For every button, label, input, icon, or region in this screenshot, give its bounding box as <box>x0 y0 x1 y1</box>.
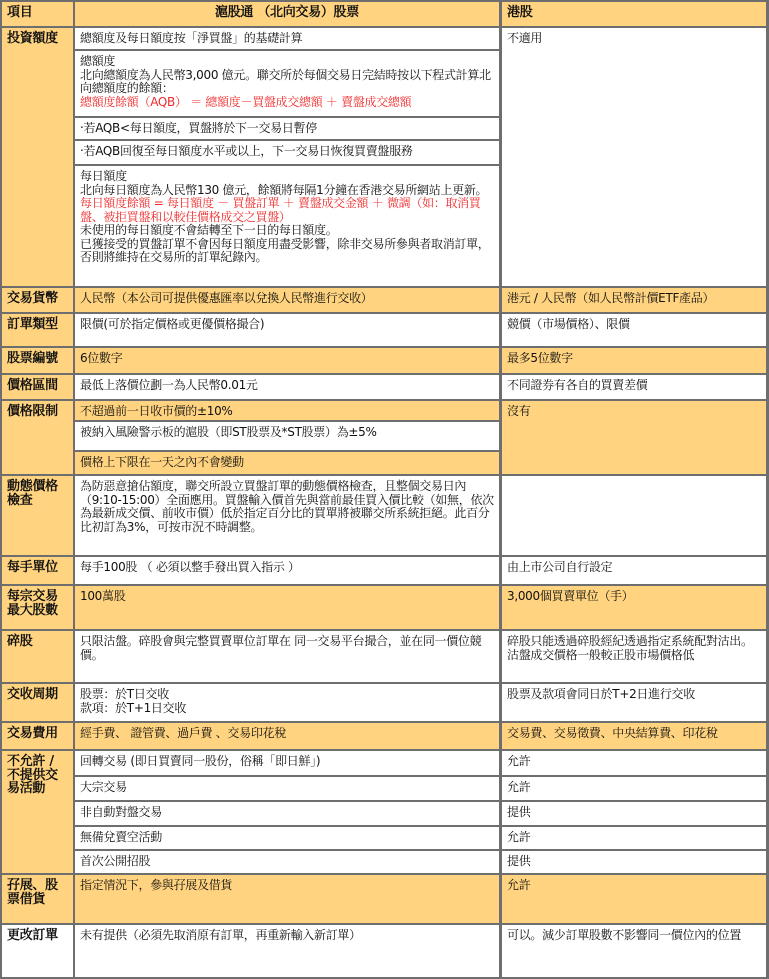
amend-hk: 可以。減少訂單股數不影響同一價位內的位置 <box>502 925 766 977</box>
settlement-hk: 股票及款項會同日於T+2日進行交收 <box>502 684 766 721</box>
quota-suspend: ‧若AQB<每日額度，買盤將於下一交易日暫停 <box>75 118 499 139</box>
odd-lot-nb: 只限沽盤。碎股會與完整買賣單位訂單在 同一交易平台撮合，並在同一價位競價。 <box>75 631 499 682</box>
disallowed-activity: 非自動對盤交易 <box>75 802 499 825</box>
quota-hk: 不適用 <box>502 28 766 286</box>
row-label: 交易貨幣 <box>2 288 73 312</box>
cell-line: 北向總額度為人民幣3,000 億元。聯交所於每個交易日完結時按以下程式計算北向總額度的餘額： <box>80 67 491 95</box>
cell-line: 款項：於T+1日交收 <box>80 700 187 715</box>
dynamic-nb: 為防惡意搶佔額度，聯交所設立買盤訂單的動態價格檢查，且整個交易日內（9:10-15:00）全面應用。買盤輸入價首先與當前最佳買入價比較（如無，依次為最新成交價、前收市價）低於指定百分比的買單將被聯交所系統拒絕。此百分比初訂為3%，可按市況不時調整。 <box>75 476 499 555</box>
cell-line: 總額度 <box>80 54 116 68</box>
cell-line: 每日額度 <box>80 169 127 183</box>
row-label: 不允許 / 不提供交易活動 <box>2 751 73 873</box>
quota-daily <box>75 166 499 286</box>
row-label: 動態價格檢查 <box>2 476 73 555</box>
fees-hk: 交易費、交易徵費、中央結算費、印花稅 <box>502 723 766 749</box>
cell-line: 未使用的每日額度不會結轉至下一日的每日額度。 <box>80 223 338 237</box>
header-hk: 港股 <box>502 2 766 26</box>
currency-nb: 人民幣（本公司可提供優惠匯率以兌換人民幣進行交收） <box>75 288 499 312</box>
disallowed-hk-status: 提供 <box>502 802 766 825</box>
currency-hk: 港元 / 人民幣（如人民幣計價ETF產品） <box>502 288 766 312</box>
tick-hk: 不同證券有各自的買賣差價 <box>502 375 766 399</box>
max-shares-hk: 3,000個買賣單位（手） <box>502 586 766 629</box>
price-limit-hk: 沒有 <box>502 401 766 474</box>
header-northbound: 滬股通 （北向交易）股票 <box>75 2 499 26</box>
quota-basis: 總額度及每日額度按「淨買盤」的基礎計算 <box>75 28 499 49</box>
disallowed-hk-status: 允許 <box>502 751 766 775</box>
stock-code-hk: 最多5位數字 <box>502 348 766 373</box>
fees-nb: 經手費、 證管費、過戶費 、交易印花稅 <box>75 723 499 749</box>
dynamic-hk <box>502 476 766 555</box>
stock-code-nb: 6位數字 <box>75 348 499 373</box>
disallowed-hk-status: 提供 <box>502 851 766 873</box>
lot-nb: 每手100股 （ 必須以整手發出買入指示 ） <box>75 557 499 584</box>
price-limit-nb1: 不超過前一日收市價的±10% <box>75 401 499 420</box>
disallowed-hk-status: 允許 <box>502 777 766 800</box>
quota-resume: ‧若AQB回復至每日額度水平或以上，下一交易日恢復買賣盤服務 <box>75 141 499 164</box>
order-type-nb: 限價(可於指定價格或更優價格撮合) <box>75 314 499 346</box>
row-label: 碎股 <box>2 631 73 682</box>
settlement-nb <box>75 684 499 721</box>
margin-nb: 指定情況下，參與孖展及借貨 <box>75 875 499 923</box>
disallowed-activity: 大宗交易 <box>75 777 499 800</box>
margin-hk: 允許 <box>502 875 766 923</box>
price-limit-nb2: 被納入風險警示板的滬股（即ST股票及*ST股票）為±5% <box>75 422 499 450</box>
quota-aggregate <box>75 51 499 116</box>
row-label: 訂單類型 <box>2 314 73 346</box>
row-label: 投資額度 <box>2 28 73 286</box>
tick-nb: 最低上落價位劃一為人民幣0.01元 <box>75 375 499 399</box>
row-label: 更改訂單 <box>2 925 73 977</box>
max-shares-nb: 100萬股 <box>75 586 499 629</box>
row-label: 孖展、股票借貨 <box>2 875 73 923</box>
disallowed-activity: 回轉交易 (即日買賣同一股份，俗稱「即日鮮」) <box>75 751 499 775</box>
price-limit-nb3: 價格上下限在一天之內不會變動 <box>75 452 499 474</box>
row-label: 股票編號 <box>2 348 73 373</box>
lot-hk: 由上市公司自行設定 <box>502 557 766 584</box>
disallowed-activity: 無備兌賣空活動 <box>75 827 499 849</box>
cell-line: 已獲接受的買盤訂單不會因每日額度用盡受影響，除非交易所參與者取消訂單，否則將維持在交易所的訂單紀錄內。 <box>80 236 490 264</box>
row-label: 交易費用 <box>2 723 73 749</box>
row-label: 交收周期 <box>2 684 73 721</box>
cell-line: 每日額度餘額 = 每日額度 － 買盤訂單 ＋ 賣盤成交金額 ＋ 微調（如：取消買盤、被拒買盤和以較佳價格成交之買盤） <box>80 196 481 224</box>
disallowed-hk-status: 允許 <box>502 827 766 849</box>
row-label: 價格區間 <box>2 375 73 399</box>
row-label: 價格限制 <box>2 401 73 474</box>
cell-line: 總額度餘額（AQB） ＝ 總額度－買盤成交總額 ＋ 賣盤成交總額 <box>80 94 412 109</box>
header-item: 項目 <box>2 2 73 26</box>
disallowed-activity: 首次公開招股 <box>75 851 499 873</box>
cell-line: 股票：於T日交收 <box>80 687 169 701</box>
row-label: 每宗交易最大股數 <box>2 586 73 629</box>
cell-line: 北向每日額度為人民幣130 億元，餘額將每隔1分鐘在香港交易所網站上更新。 <box>80 182 488 197</box>
amend-nb: 未有提供（必須先取消原有訂單，再重新輸入新訂單） <box>75 925 499 977</box>
odd-lot-hk: 碎股只能透過碎股經紀透過指定系統配對沽出。沽盤成交價格一般較正股市場價格低 <box>502 631 766 682</box>
row-label: 每手單位 <box>2 557 73 584</box>
order-type-hk: 競價（市場價格）、限價 <box>502 314 766 346</box>
